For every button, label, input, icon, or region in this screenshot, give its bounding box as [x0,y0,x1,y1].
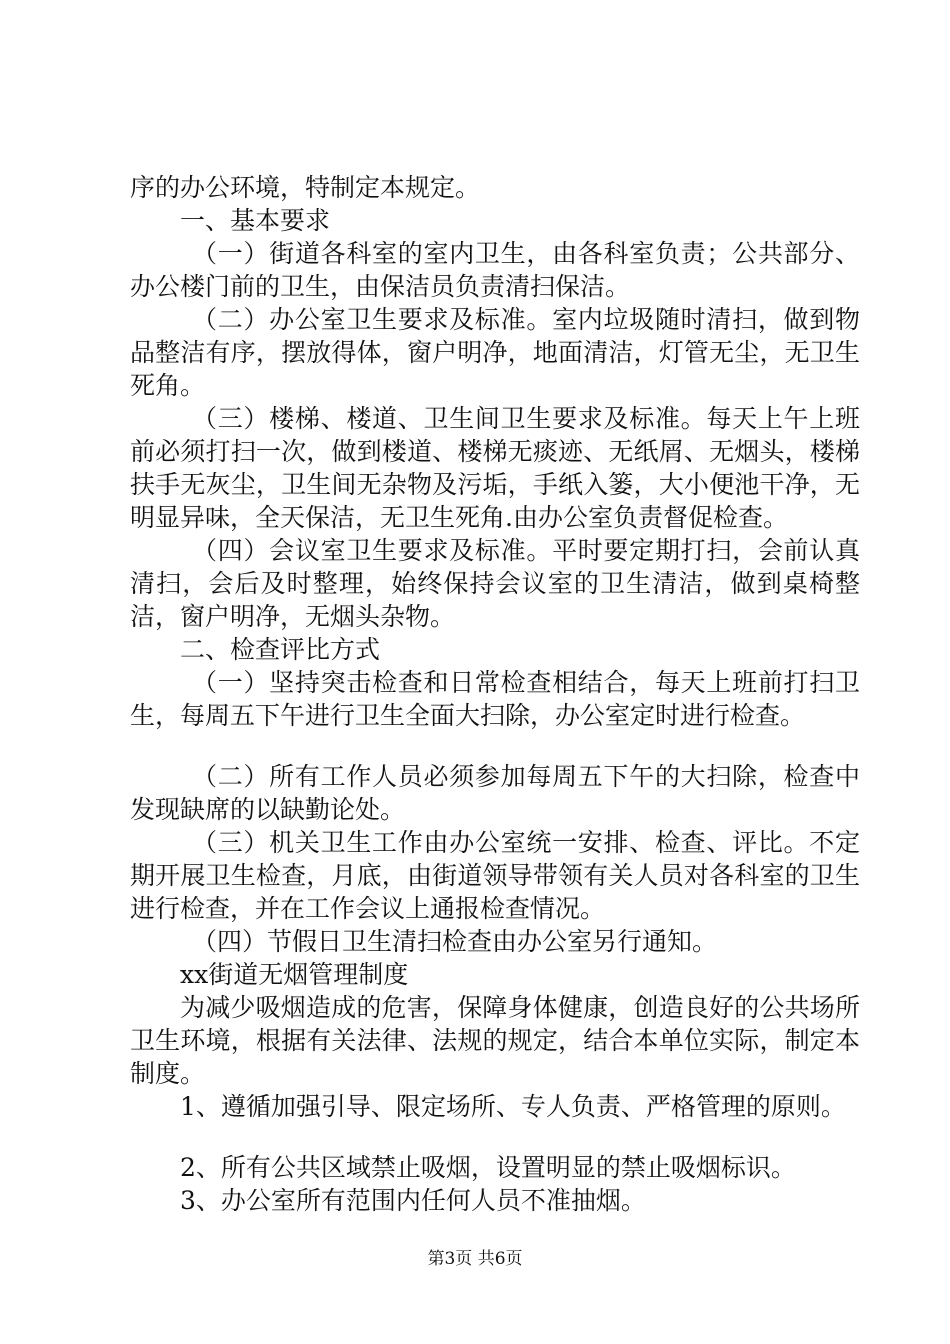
paragraph-req-3: （三）楼梯、楼道、卫生间卫生要求及标准。每天上午上班前必须打扫一次，做到楼道、楼梯无痰迹、无纸屑、无烟头，楼梯扶手无灰尘，卫生间无杂物及污垢，手纸入篓，大小便池干净，无明显异味，全天保洁，无卫生死角.由办公室负责督促检查。 [130,404,860,532]
paragraph-req-1: （一）街道各科室的室内卫生，由各科室负责；公共部分、办公楼门前的卫生，由保洁员负责清扫保洁。 [130,239,860,301]
heading-basic-requirements: 一、基本要求 [180,206,331,235]
paragraph-inspect-4: （四）节假日卫生清扫检查由办公室另行通知。 [192,927,718,956]
page-number-footer: 第3页 共6页 [427,1249,523,1269]
paragraph-rule-1: 1、遵循加强引导、限定场所、专人负责、严格管理的原则。 [180,1092,846,1121]
paragraph-intro-tail: 序的办公环境，特制定本规定。 [130,173,481,202]
paragraph-rule-2: 2、所有公共区域禁止吸烟，设置明显的禁止吸烟标识。 [180,1153,796,1182]
paragraph-req-2: （二）办公室卫生要求及标准。室内垃圾随时清扫，做到物品整洁有序，摆放得体，窗户明净，地面清洁，灯管无尘，无卫生死角。 [130,305,860,400]
heading-no-smoking-policy: xx街道无烟管理制度 [180,960,409,989]
paragraph-inspect-2: （二）所有工作人员必须参加每周五下午的大扫除，检查中发现缺席的以缺勤论处。 [130,762,860,824]
paragraph-req-4: （四）会议室卫生要求及标准。平时要定期打扫，会前认真清扫，会后及时整理，始终保持会议室的卫生清洁，做到桌椅整洁，窗户明净，无烟头杂物。 [130,536,860,631]
document-body [130,171,860,1217]
paragraph-inspect-1: （一）坚持突击检查和日常检查相结合，每天上班前打扫卫生，每周五下午进行卫生全面大扫除，办公室定时进行检查。 [130,668,860,730]
paragraph-rule-3: 3、办公室所有范围内任何人员不准抽烟。 [180,1186,646,1215]
heading-inspection-method: 二、检查评比方式 [180,635,381,664]
paragraph-no-smoking-intro: 为减少吸烟造成的危害，保障身体健康，创造良好的公共场所卫生环境，根据有关法律、法规的规定，结合本单位实际，制定本制度。 [130,993,860,1088]
paragraph-inspect-3: （三）机关卫生工作由办公室统一安排、检查、评比。不定期开展卫生检查，月底，由街道领导带领有关人员对各科室的卫生进行检查，并在工作会议上通报检查情况。 [130,828,860,923]
